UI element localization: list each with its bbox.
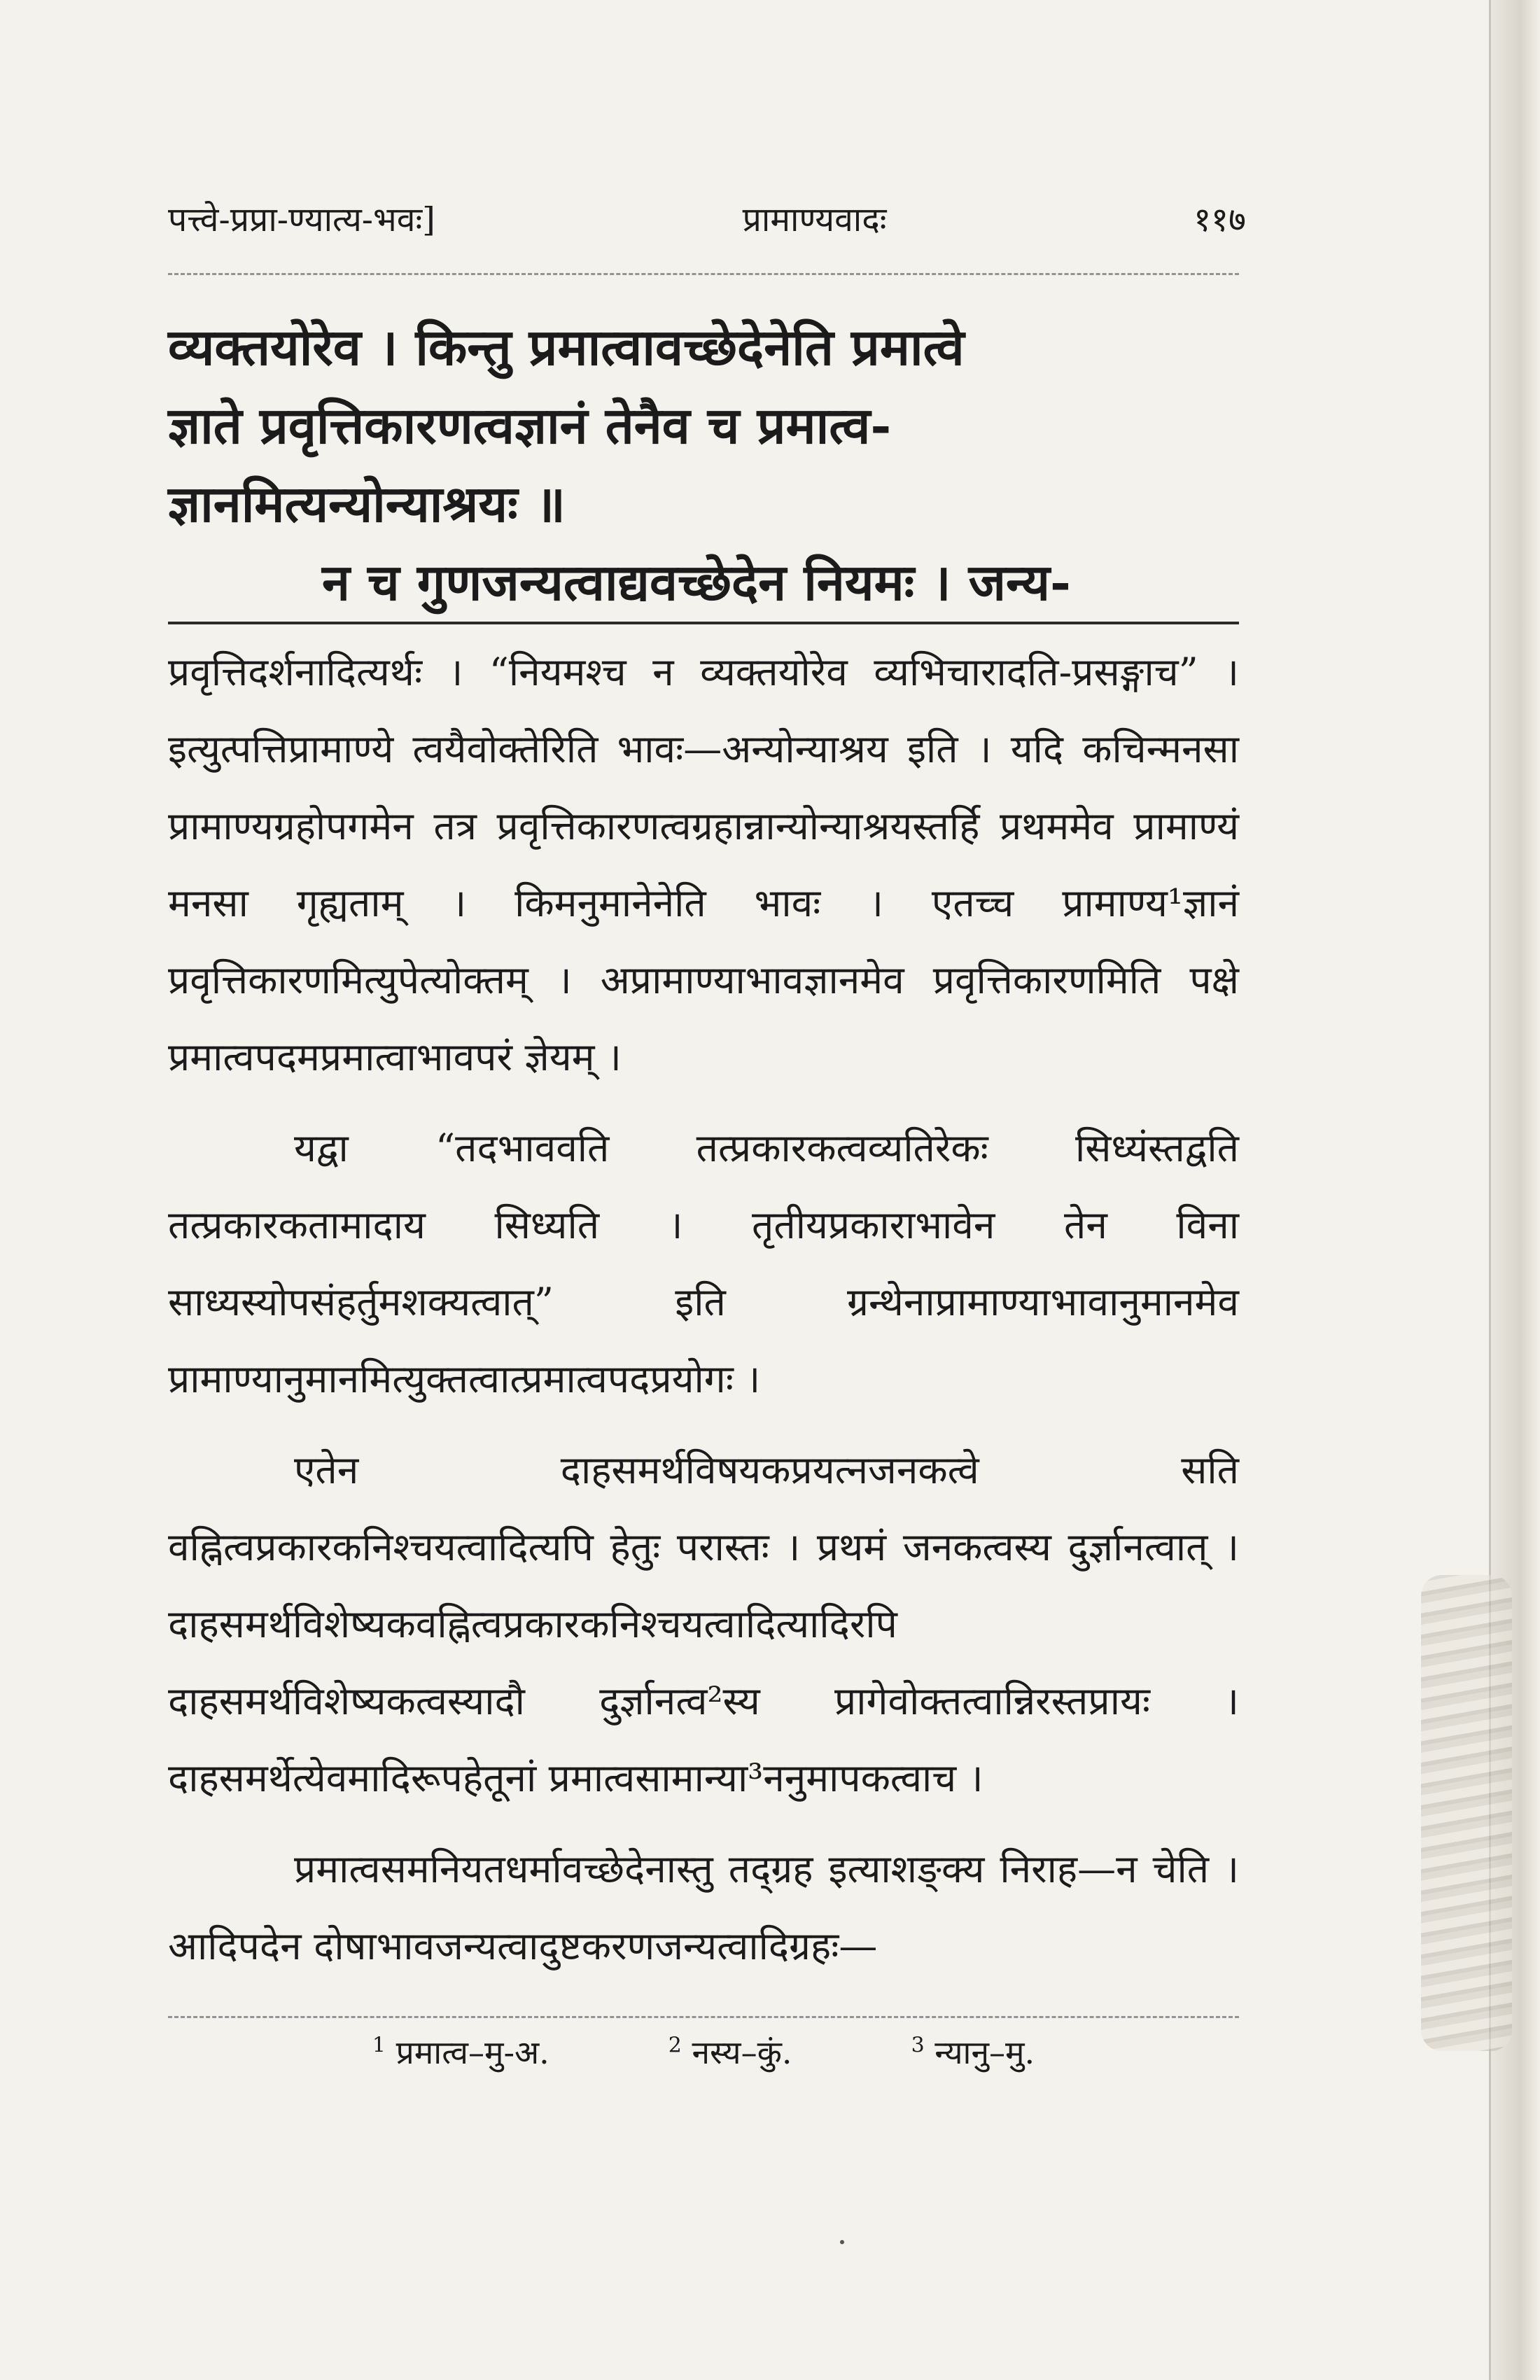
root-text-line: व्यक्तयोरेव । किन्तु प्रमात्वावच्छेदेनेति प्रमात्वे [168, 317, 965, 377]
commentary-paragraph: एतेन दाहसमर्थविषयकप्रयत्नजनकत्वे सति वह्नित्वप्रकारकनिश्चयत्वादित्यपि हेतुः परास्तः । प्रथमं जनकत्वस्य दुर्ज्ञानत्वात् । दाहसमर्थविशेष्यकवह्नित्वप्रकारकनिश्चयत्वादित्यादिरपि दाहसमर्थविशेष्यकत्वस्यादौ दुर्ज्ञानत्व²स्य प्रागेवोक्तत्वान्निरस्तप्रायः । दाहसमर्थेत्येवमादिरूपहेतूनां प्रमात्वसामान्या³ननुमापकत्वाच । [168, 1448, 1239, 1800]
commentary-paragraph: प्रवृत्तिदर्शनादित्यर्थः । “नियमश्च न व्यक्तयोरेव व्यभिचारादति-प्रसङ्गाच” । इत्युत्पत्तिप्रामाण्ये त्वयैवोक्तेरिति भावः—अन्योन्याश्रय इति । यदि कचिन्मनसा प्रामाण्यग्रहोपगमेन तत्र प्रवृत्तिकारणत्वग्रहान्नान्योन्याश्रयस्तर्हि प्रथममेव प्रामाण्यं मनसा गृह्यताम् । किमनुमानेनेति भावः । एतच्च प्रामाण्य¹ज्ञानं प्रवृत्तिकारणमित्युपेत्योक्तम् । अप्रामाण्याभावज्ञानमेव प्रवृत्तिकारणमिति पक्षे प्रमात्वपदमप्रमात्वाभावपरं ज्ञेयम् । [168, 650, 1239, 1079]
running-head-title: प्रामाण्यवादः [742, 200, 887, 239]
footnote-rule [168, 2016, 1239, 2018]
root-text [168, 308, 1239, 622]
header-rule [168, 273, 1239, 275]
footnote-text: नस्य–कुं. [692, 2033, 792, 2071]
torn-paper-mark [1421, 1575, 1512, 2051]
footnote-text: प्रमात्व–मु-अ. [396, 2033, 550, 2071]
root-text-line: ज्ञानमित्यन्योन्याश्रयः ॥ [168, 474, 566, 533]
root-text-line: ज्ञाते प्रवृत्तिकारणत्वज्ञानं तेनैव च प्रमात्व- [168, 396, 892, 455]
footnote [668, 2030, 792, 2073]
page-number: ११७ [1194, 200, 1246, 239]
commentary [168, 634, 1239, 1984]
footnote-marker: 1 [372, 2033, 386, 2058]
root-text-line: न च गुणजन्यत्वाद्यवच्छेदेन नियमः । जन्य- [322, 552, 1071, 612]
running-head-left: पत्त्वे-प्रप्रा-ण्यात्य-भवः] [168, 200, 435, 239]
commentary-paragraph: प्रमात्वसमनियतधर्मावच्छेदेनास्तु तद्ग्रह इत्याशङ्क्य निराह—न चेति । आदिपदेन दोषाभावजन्यत्वादुष्टकरणजन्यत्वादिग्रहः— [168, 1847, 1239, 1968]
commentary-paragraph: यद्वा “तदभाववति तत्प्रकारकत्वव्यतिरेकः सिध्यंस्तद्वति तत्प्रकारकतामादाय सिध्यति । तृतीयप्रकाराभावेन तेन विना साध्यस्योपसंहर्तुमशक्यत्वात्” इति ग्रन्थेनाप्रामाण्याभावानुमानमेव प्रामाण्यानुमानमित्युक्तत्वात्प्रमात्वपदप्रयोगः । [168, 1126, 1239, 1401]
footnote-marker: 2 [668, 2033, 682, 2058]
ink-speck [840, 2240, 844, 2244]
footnote-text: न्यानु–मु. [934, 2033, 1035, 2071]
footnote [911, 2030, 1035, 2073]
text-divider-rule [168, 622, 1239, 624]
footnote [372, 2030, 550, 2073]
running-head [168, 196, 1246, 241]
footnote-marker: 3 [911, 2033, 925, 2058]
footnotes [168, 2030, 1239, 2073]
